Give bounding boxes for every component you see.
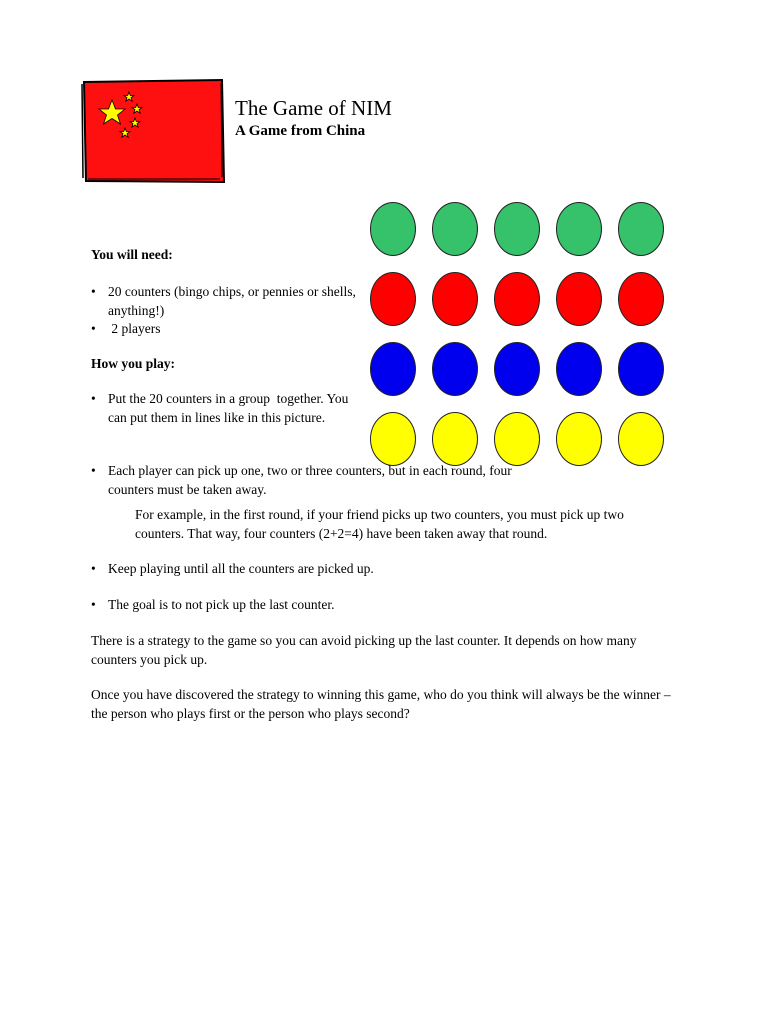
howto-step-list [91,390,356,427]
counter-chip [494,342,540,396]
list-item: • Keep playing until all the counters are picked up. [91,560,521,579]
page-title: The Game of NIM [235,96,392,120]
bullet-icon: • [91,321,96,336]
example-text: For example, in the first round, if your friend picks up two counters, you must pick up two counters. That way, four counters (2+2=4) have been taken away that round. [135,507,624,541]
counter-chip [618,202,664,256]
bullet-icon: • [91,391,96,406]
list-item: • Each player can pick up one, two or three counters, but in each round, four counters must be taken away. [91,463,512,497]
howto-heading: How you play: [91,356,176,371]
counter-chip [370,202,416,256]
counter-chip [494,202,540,256]
needs-heading: You will need: [91,247,173,262]
counter-chip [370,412,416,466]
list-item: • 2 players [91,320,361,339]
counter-chip [556,272,602,326]
bullet-icon: • [91,561,96,576]
counters-grid [366,200,670,466]
counter-chip [432,412,478,466]
howto-step-list [91,560,521,579]
list-item: • The goal is to not pick up the last counter. [91,596,521,615]
counter-chip [494,272,540,326]
counter-chip [556,342,602,396]
bullet-icon: • [91,597,96,612]
question-paragraph: Once you have discovered the strategy to winning this game, who do you think will always be the winner – the person who plays first or the person who plays second? [91,687,671,721]
counter-chip [432,202,478,256]
bullet-icon: • [91,463,96,478]
list-item: • 20 counters (bingo chips, or pennies or shells, anything!) [91,284,356,318]
list-item: • Put the 20 counters in a group together. You can put them in lines like in this picture. [91,391,352,425]
counter-chip [556,412,602,466]
counter-chip [432,342,478,396]
bullet-icon: • [91,284,96,299]
counter-chip [618,412,664,466]
counter-chip [494,412,540,466]
china-flag-icon [80,78,226,184]
needs-list [91,283,361,339]
page-subtitle: A Game from China [235,123,366,139]
counter-chip [618,342,664,396]
counter-chip [432,272,478,326]
counter-chip [370,272,416,326]
counter-chip [370,342,416,396]
counter-chip [618,272,664,326]
howto-step-list [91,596,521,615]
strategy-paragraph: There is a strategy to the game so you can avoid picking up the last counter. It depends on how many counters you pick up. [91,633,637,667]
counter-chip [556,202,602,256]
howto-step-list [91,462,521,499]
